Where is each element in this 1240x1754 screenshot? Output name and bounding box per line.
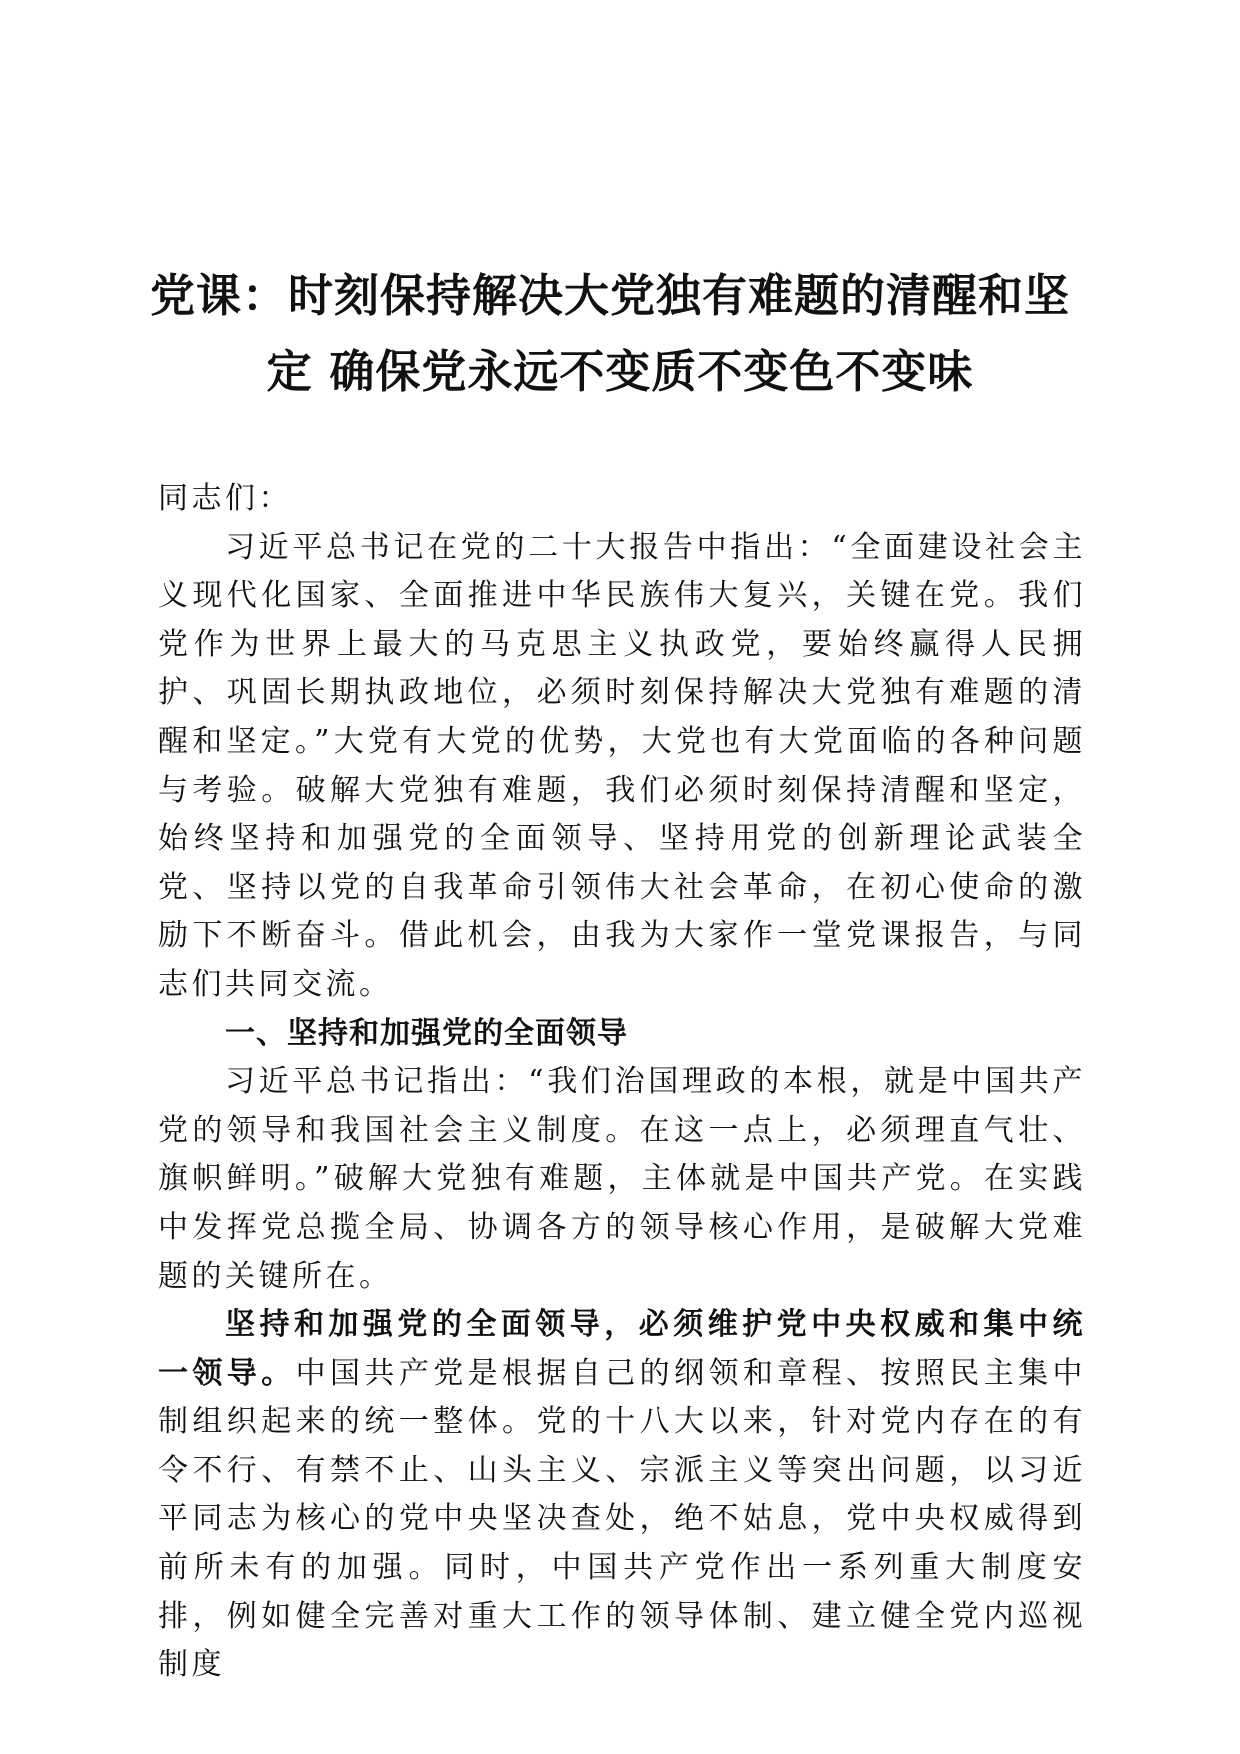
salutation: 同志们：: [158, 481, 292, 516]
section-paragraph: 习近平总书记指出：“我们治国理政的本根，就是中国共产党的领导和我国社会主义制度。在这一点上，必须理直气壮、旗帜鲜明。”破解大党独有难题，主体就是中国共产党。在实践中发挥党总揽全局、协调各方的领导核心作用，是破解大党难题的关键所在。: [158, 1064, 1086, 1294]
section-paragraph-lead: [158, 1301, 1086, 1690]
paragraph-continuation: 中国共产党是根据自己的纲领和章程、按照民主集中制组织起来的统一整体。党的十八大以来，针对党内存在的有令不行、有禁不止、山头主义、宗派主义等突出问题，以习近平同志为核心的党中央坚决查处，绝不姑息，党中央权威得到前所未有的加强。同时，中国共产党作出一系列重大制度安排，例如健全完善对重大工作的领导体制、建立健全党内巡视制度: [158, 1355, 1087, 1683]
title-line-2: 定 确保党永远不变质不变色不变味: [266, 345, 974, 398]
bold-lead-sentence: 坚持和加强党的全面领导，必须维护党中央权威和集中统一领导。: [158, 1307, 1086, 1391]
document-title: [150, 258, 1090, 410]
title-line-1: 党课：时刻保持解决大党独有难题的清醒和坚: [150, 269, 1071, 322]
section-heading: 一、坚持和加强党的全面领导: [225, 1015, 628, 1051]
document-body: [158, 475, 1086, 1690]
intro-paragraph: 习近平总书记在党的二十大报告中指出：“全面建设社会主义现代化国家、全面推进中华民族伟大复兴，关键在党。我们党作为世界上最大的马克思主义执政党，要始终赢得人民拥护、巩固长期执政地位，必须时刻保持解决大党独有难题的清醒和坚定。”大党有大党的优势，大党也有大党面临的各种问题与考验。破解大党独有难题，我们必须时刻保持清醒和坚定，始终坚持和加强党的全面领导、坚持用党的创新理论武装全党、坚持以党的自我革命引领伟大社会革命，在初心使命的激励下不断奋斗。借此机会，由我为大家作一堂党课报告，与同志们共同交流。: [158, 529, 1086, 1002]
